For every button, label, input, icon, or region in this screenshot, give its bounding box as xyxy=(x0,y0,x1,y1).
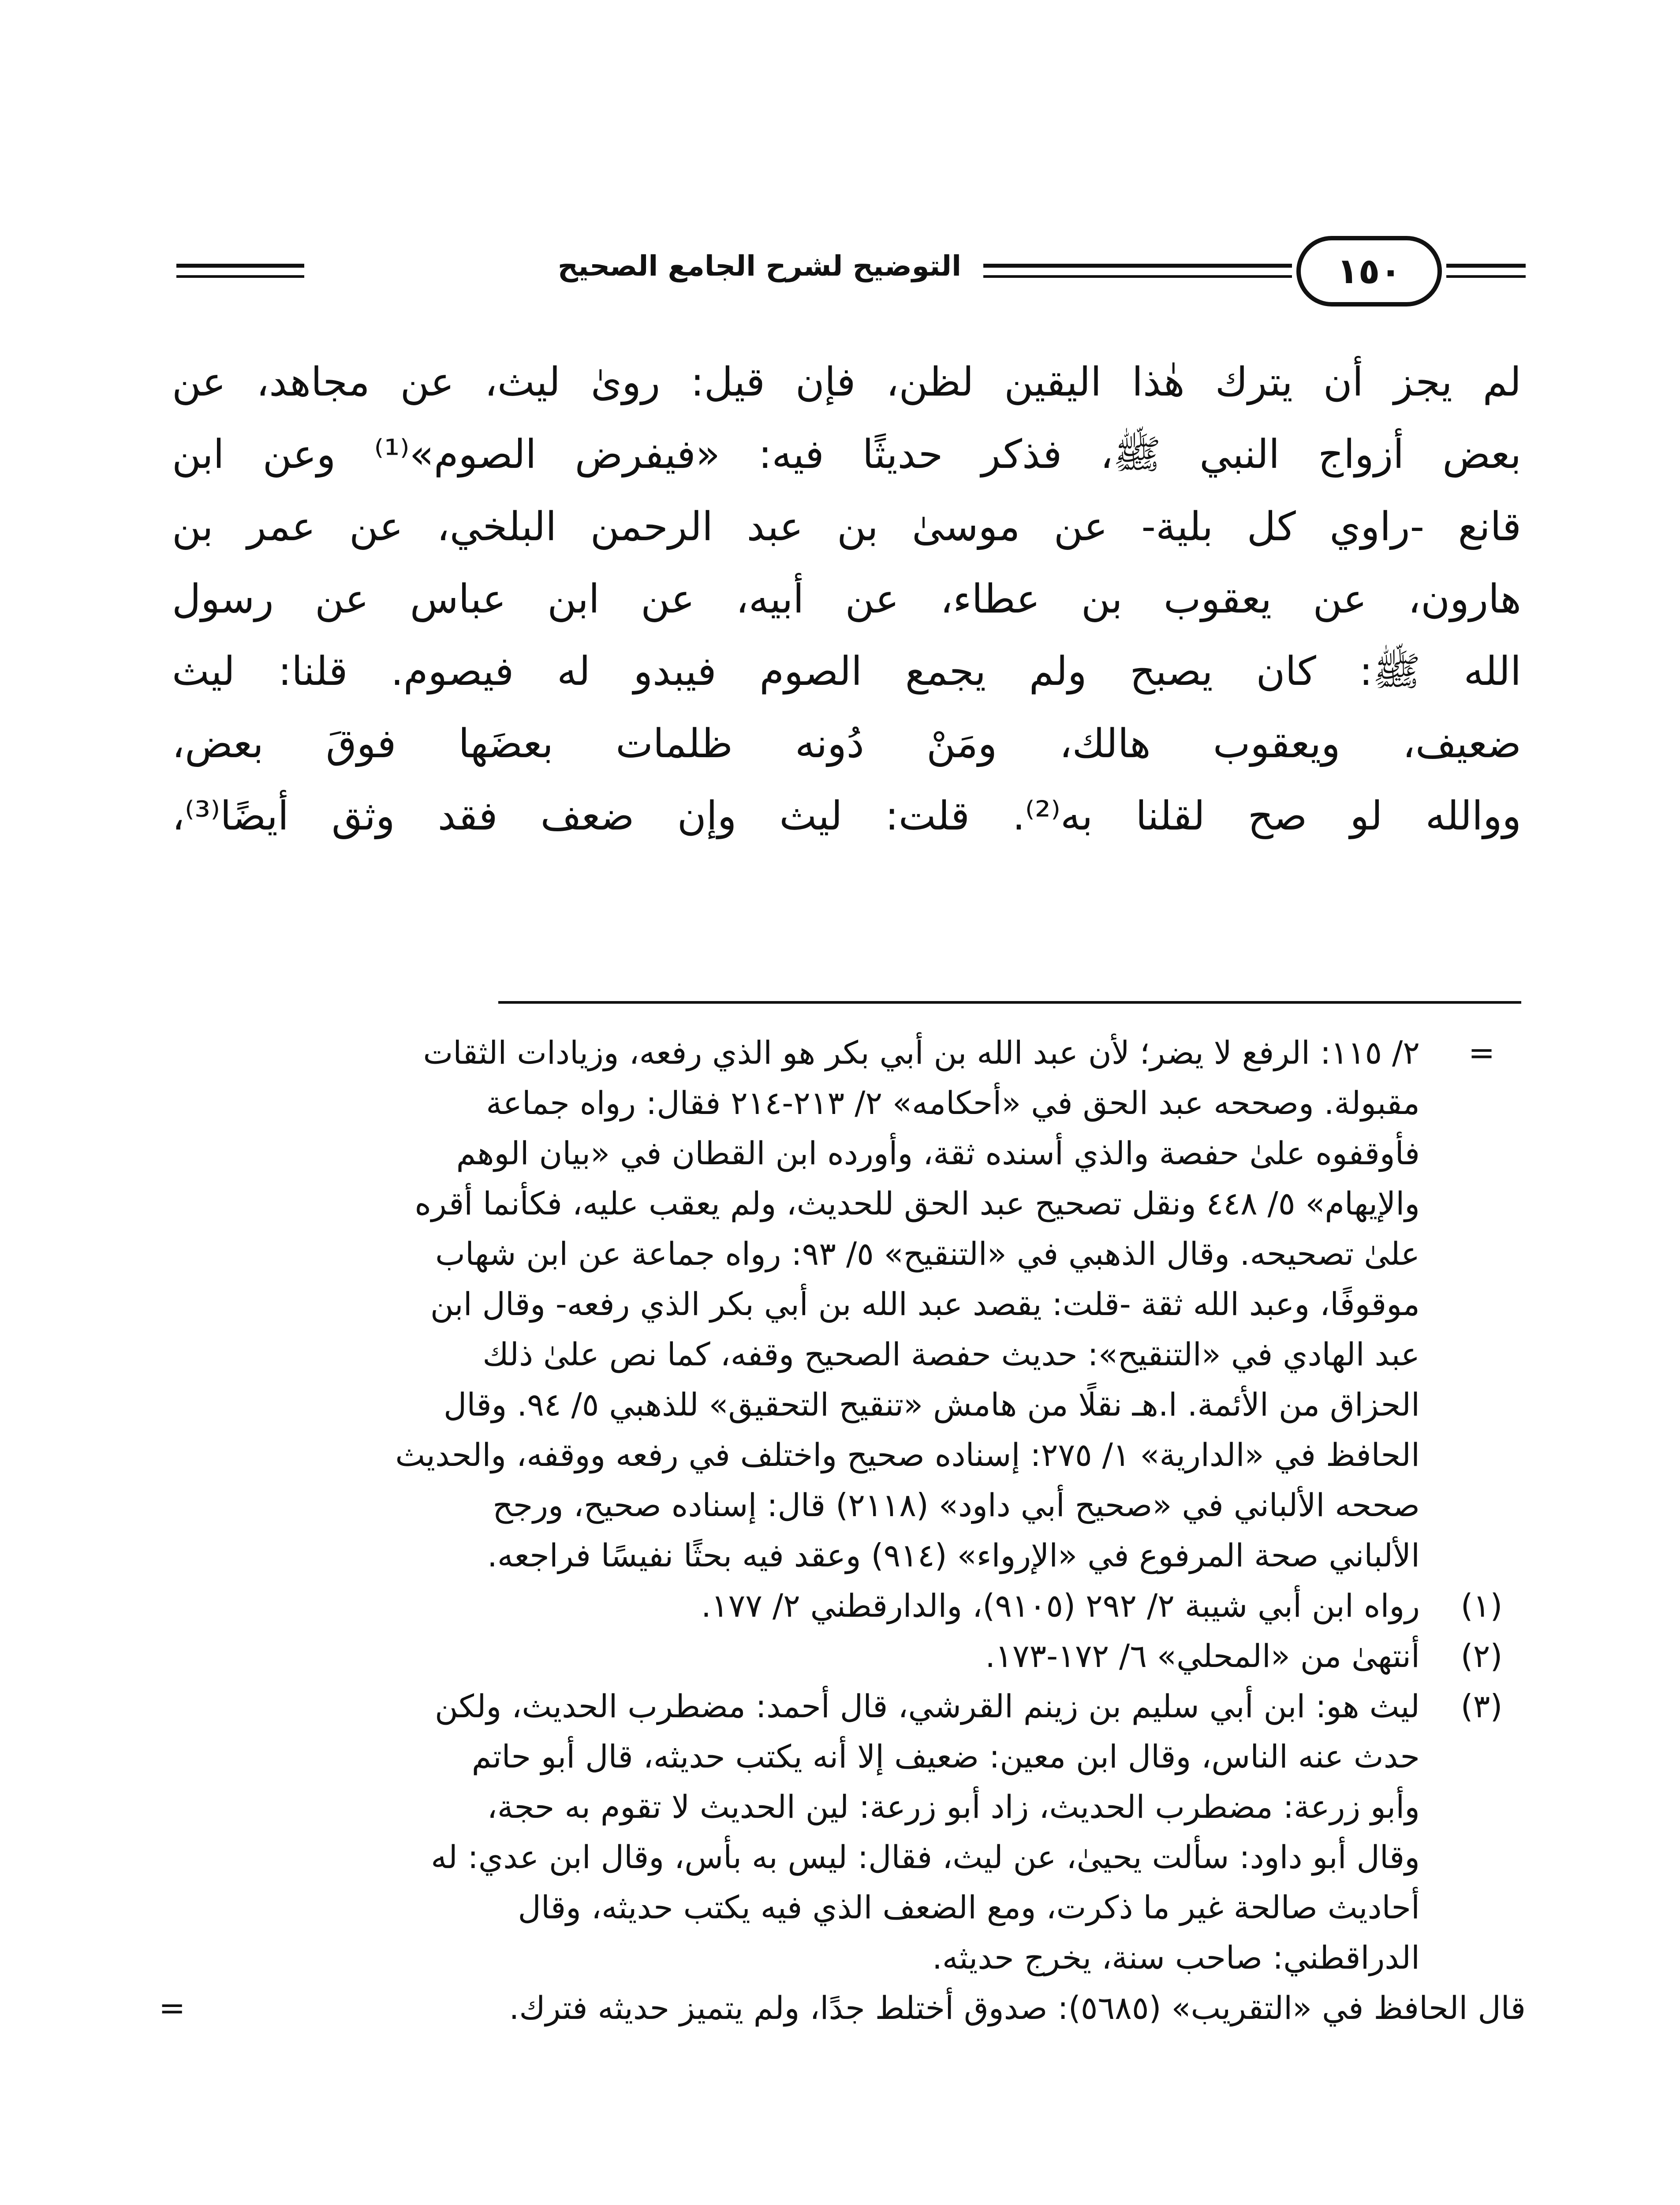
footnote-line: عبد الهادي في «التنقيح»: حديث حفصة الصحيح وقفه، كما نص علىٰ ذلك xyxy=(482,1336,1420,1373)
footnote-line: ٢/ ١١٥: الرفع لا يضر؛ لأن عبد الله بن أبي بكر هو الذي رفعه، وزيادات الثقات xyxy=(423,1034,1420,1071)
footnote-line: قال الحافظ في «التقريب» (٥٦٨٥): صدوق أختلط جدًا، ولم يتميز حديثه فترك. xyxy=(509,1989,1526,2026)
footnote-line: مقبولة. وصححه عبد الحق في «أحكامه» ٢/ ٢١٣-٢١٤ فقال: رواه جماعة xyxy=(486,1084,1420,1121)
book-title: التوضيح لشرح الجامع الصحيح xyxy=(557,250,961,283)
footnote-line: فأوقفوه علىٰ حفصة والذي أسنده ثقة، وأورده ابن القطان في «بيان الوهم xyxy=(456,1135,1420,1172)
main-line: ضعيف، ويعقوب هالك، ومَنْ دُونه ظلمات بعضَها فوقَ بعض، xyxy=(172,721,1521,767)
footnote-line: رواه ابن أبي شيبة ٢/ ٢٩٢ (٩١٠٥)، والدارقطني ٢/ ١٧٧. xyxy=(701,1587,1420,1624)
main-text xyxy=(172,346,1521,852)
main-line: ووالله لو صح لقلنا به⁽²⁾. قلت: ليث وإن ضعف فقد وثق أيضًا⁽³⁾، xyxy=(172,793,1521,839)
footnote-line: الحافظ في «الدارية» ١/ ٢٧٥: إسناده صحيح واختلف في رفعه ووقفه، والحديث xyxy=(395,1436,1420,1473)
header-rule-middle-bottom xyxy=(983,275,1292,278)
footnotes xyxy=(159,1028,1526,2033)
footnote-2 xyxy=(172,1631,1526,1681)
footnote-line: وقال أبو داود: سألت يحيىٰ، عن ليث، فقال: ليس به بأس، وقال ابن عدي: له xyxy=(431,1839,1420,1876)
running-header xyxy=(176,229,1526,318)
footnote-marker: (٣) xyxy=(1460,1688,1503,1725)
footnote-line: صححه الألباني في «صحيح أبي داود» (٢١١٨) قال: إسناده صحيح، ورجح xyxy=(493,1487,1420,1524)
header-rule-right-top xyxy=(1446,264,1526,268)
footnote-line: علىٰ تصحيحه. وقال الذهبي في «التنقيح» ٥/ ٩٣: رواه جماعة عن ابن شهاب xyxy=(435,1235,1420,1272)
main-line: قانع -راوي كل بلية- عن موسىٰ بن عبد الرحمن البلخي، عن عمر بن xyxy=(172,504,1521,550)
footnote-line: أحاديث صالحة غير ما ذكرت، ومع الضعف الذي فيه يكتب حديثه، وقال xyxy=(518,1889,1420,1926)
footnote-line: الألباني صحة المرفوع في «الإرواء» (٩١٤) وعقد فيه بحثًا نفيسًا فراجعه. xyxy=(487,1537,1420,1574)
main-line: لم يجز أن يترك هٰذا اليقين لظن، فإن قيل: روىٰ ليث، عن مجاهد، عن xyxy=(172,359,1521,405)
footnote-continued xyxy=(172,1028,1526,1581)
main-line: الله ﷺ: كان يصبح ولم يجمع الصوم فيبدو له فيصوم. قلنا: ليث xyxy=(172,648,1521,695)
footnote-divider xyxy=(498,1001,1521,1004)
header-rule-middle-top xyxy=(983,264,1292,268)
header-rule-left-top xyxy=(176,264,304,268)
page-number: ١٥٠ xyxy=(1296,236,1442,306)
footnote-1 xyxy=(172,1581,1526,1631)
footnote-line: الدراقطني: صاحب سنة، يخرج حديثه. xyxy=(932,1939,1420,1976)
main-line: بعض أزواج النبي ﷺ، فذكر حديثًا فيه: «فيفرض الصوم»⁽¹⁾ وعن ابن xyxy=(172,431,1521,478)
header-rule-right-bottom xyxy=(1446,275,1526,278)
footnote-marker: (١) xyxy=(1460,1587,1503,1624)
header-rule-left-bottom xyxy=(176,275,304,278)
footnote-line: والإيهام» ٥/ ٤٤٨ ونقل تصحيح عبد الحق للحديث، ولم يعقب عليه، فكأنما أقره xyxy=(414,1185,1420,1222)
footnote-marker: (٢) xyxy=(1460,1637,1503,1674)
continuation-marker: = xyxy=(1468,1034,1495,1071)
footnote-line: موقوفًا، وعبد الله ثقة -قلت: يقصد عبد الله بن أبي بكر الذي رفعه- وقال ابن xyxy=(430,1286,1420,1323)
footnote-line: حدث عنه الناس، وقال ابن معين: ضعيف إلا أنه يكتب حديثه، قال أبو حاتم xyxy=(471,1738,1420,1775)
main-line: هارون، عن يعقوب بن عطاء، عن أبيه، عن ابن عباس عن رسول xyxy=(172,576,1521,622)
footnote-3 xyxy=(159,1681,1526,2033)
footnote-line: أنتهىٰ من «المحلي» ٦/ ١٧٢-١٧٣. xyxy=(985,1637,1420,1674)
footnote-line: ليث هو: ابن أبي سليم بن زينم القرشي، قال أحمد: مضطرب الحديث، ولكن xyxy=(434,1688,1420,1725)
footnote-line: الحزاق من الأئمة. ا.هـ نقلًا من هامش «تنقيح التحقيق» للذهبي ٥/ ٩٤. وقال xyxy=(444,1386,1420,1423)
continuation-marker-end: = xyxy=(159,1989,186,2026)
footnote-line: وأبو زرعة: مضطرب الحديث، زاد أبو زرعة: لين الحديث لا تقوم به حجة، xyxy=(487,1788,1420,1825)
